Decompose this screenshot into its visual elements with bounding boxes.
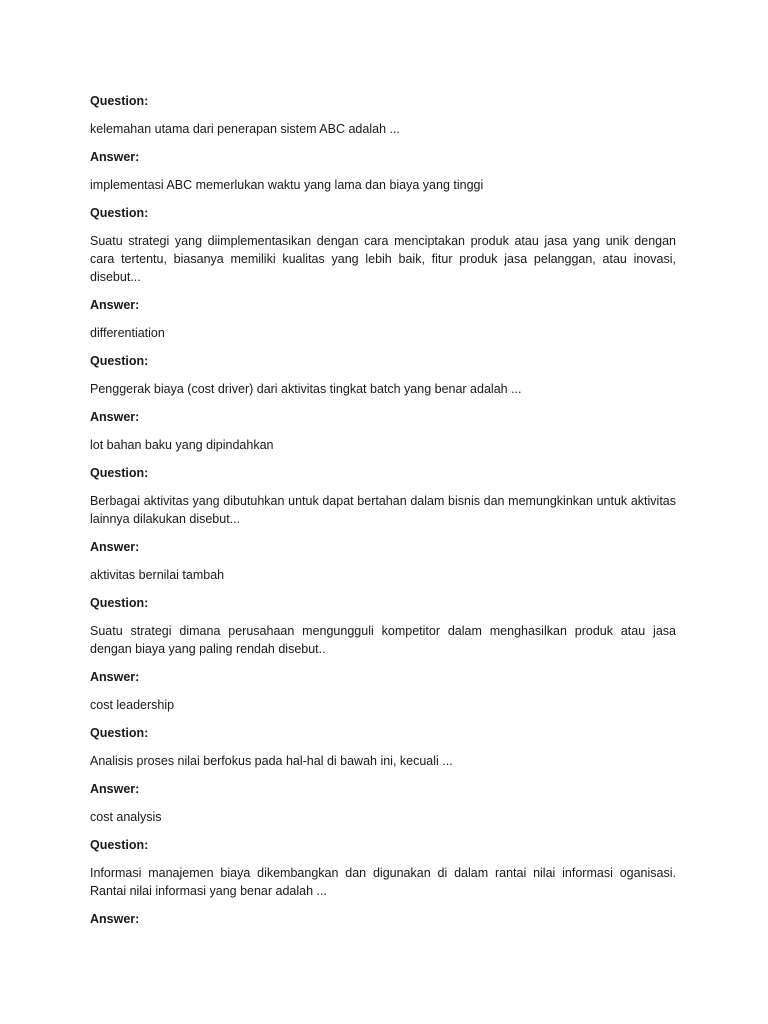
question-label: Question: xyxy=(90,206,149,220)
qa-item-7 xyxy=(90,836,676,928)
question-label: Question: xyxy=(90,354,149,368)
question-label: Question: xyxy=(90,596,149,610)
answer-text: differentiation xyxy=(90,326,165,340)
answer-text: cost leadership xyxy=(90,698,175,712)
answer-label: Answer: xyxy=(90,410,140,424)
answer-label: Answer: xyxy=(90,782,140,796)
qa-item-4 xyxy=(90,464,676,584)
question-label: Question: xyxy=(90,94,149,108)
document-page xyxy=(90,92,676,938)
question-label: Question: xyxy=(90,466,149,480)
answer-text: implementasi ABC memerlukan waktu yang lama dan biaya yang tinggi xyxy=(90,178,484,192)
question-text: Penggerak biaya (cost driver) dari aktivitas tingkat batch yang benar adalah ... xyxy=(90,382,522,396)
question-text: Analisis proses nilai berfokus pada hal-hal di bawah ini, kecuali ... xyxy=(90,754,453,768)
answer-text: aktivitas bernilai tambah xyxy=(90,568,225,582)
question-text: Suatu strategi dimana perusahaan mengungguli kompetitor dalam menghasilkan produk atau jasa dengan biaya yang paling rendah disebut.. xyxy=(90,624,676,656)
qa-item-1 xyxy=(90,92,676,194)
answer-label: Answer: xyxy=(90,540,140,554)
qa-item-5 xyxy=(90,594,676,714)
qa-item-2 xyxy=(90,204,676,342)
answer-label: Answer: xyxy=(90,670,140,684)
answer-text: lot bahan baku yang dipindahkan xyxy=(90,438,274,452)
qa-item-6 xyxy=(90,724,676,826)
answer-text: cost analysis xyxy=(90,810,162,824)
answer-label: Answer: xyxy=(90,912,140,926)
question-label: Question: xyxy=(90,726,149,740)
answer-label: Answer: xyxy=(90,150,140,164)
qa-item-3 xyxy=(90,352,676,454)
question-text: Berbagai aktivitas yang dibutuhkan untuk dapat bertahan dalam bisnis dan memungkinkan untuk aktivitas lainnya dilakukan disebut... xyxy=(90,494,676,526)
question-label: Question: xyxy=(90,838,149,852)
question-text: Suatu strategi yang diimplementasikan dengan cara menciptakan produk atau jasa yang unik dengan cara tertentu, biasanya memiliki kualitas yang lebih baik, fitur produk jasa pelanggan, atau inovasi, disebut... xyxy=(90,234,676,284)
question-text: kelemahan utama dari penerapan sistem ABC adalah ... xyxy=(90,122,400,136)
question-text: Informasi manajemen biaya dikembangkan dan digunakan di dalam rantai nilai informasi oganisasi. Rantai nilai informasi yang benar adalah ... xyxy=(90,866,676,898)
answer-label: Answer: xyxy=(90,298,140,312)
